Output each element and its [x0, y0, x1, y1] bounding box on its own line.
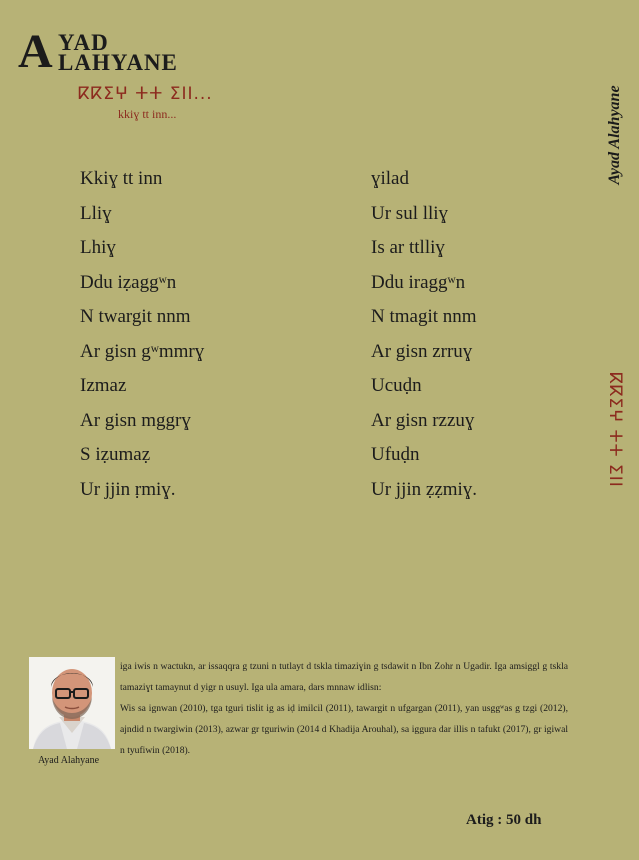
- logo-line-1: YAD: [58, 30, 109, 55]
- spine-tifinagh-title: [605, 372, 625, 488]
- bio-paragraph-2: Wis sa ignwan (2010), tga tguri tislit ig as iḍ imilcil (2011), tawargit n ufgargan (2011), yan usggʷas g tzgi (2012), ajndid n twargiwin (2013), azwar gr tguriwin (2014 d Khadija Arouhal), sa iggura dar illis n tafukt (2017), gr igiwal n tyufiwin (2018).: [120, 703, 568, 756]
- poem-line-right: Ur jjin ẓẓmiɣ.: [371, 478, 478, 500]
- poem-line-right: Ddu iraggʷn: [371, 271, 466, 293]
- brand-logo: [18, 25, 218, 78]
- spine-author: [605, 70, 625, 200]
- poem-line-right: Ar gisn rzzuɣ: [371, 409, 475, 431]
- poem-row: [0, 237, 600, 265]
- poem-row: [0, 444, 600, 472]
- poem-line-right: N tmagit nnm: [371, 306, 477, 327]
- author-portrait-icon: [29, 657, 115, 749]
- poem-line-right: Is ar ttlliɣ: [371, 237, 445, 258]
- poem-line-left: Kkiɣ tt inn: [80, 168, 163, 189]
- poem-line-left: Ar gisn mggrɣ: [80, 409, 191, 431]
- photo-caption: Ayad Alahyane: [38, 755, 100, 766]
- poem-row: [0, 306, 600, 334]
- tifinagh-subtitle: ⴽⴽⵉⵖ ⵜⵜ ⵉⵏⵏ...: [78, 84, 213, 104]
- author-photo: [29, 657, 115, 749]
- poem-line-right: Ur sul lliɣ: [371, 202, 449, 224]
- price-label: Atig : 50 dh: [466, 812, 542, 828]
- poem-line-left: Ar gisn gʷmmrɣ: [80, 340, 205, 362]
- poem-row: [0, 272, 600, 300]
- poem-line-left: Lhiɣ: [80, 237, 116, 258]
- poem-row: [0, 168, 600, 196]
- poem-line-right: ɣilad: [371, 168, 409, 189]
- poem-row: [0, 375, 600, 403]
- poem-line-left: Ddu iẓaggʷn: [80, 271, 177, 293]
- poem-line-right: Ar gisn zrruɣ: [371, 340, 473, 362]
- poem-row: [0, 341, 600, 369]
- poem-line-left: Izmaz: [80, 375, 127, 396]
- poem-row: [0, 410, 600, 438]
- poem-line-left: S iẓumaẓ: [80, 444, 151, 465]
- spine-tifinagh-text: ⴽⴽⵉⵖ ⵜⵜ ⵉⵏⵏ: [605, 372, 625, 488]
- poem-line-left: Ur jjin ṛmiɣ.: [80, 478, 176, 500]
- author-bio: [120, 656, 568, 761]
- logo-big-letter: A: [18, 25, 53, 78]
- poem-row: [0, 203, 600, 231]
- poem-row: [0, 479, 600, 507]
- poem-line-left: N twargit nnm: [80, 306, 191, 327]
- poem-line-right: Ucuḍn: [371, 375, 422, 396]
- latin-subtitle: kkiɣ tt inn...: [118, 107, 177, 121]
- poem-line-right: Ufuḍn: [371, 444, 420, 465]
- poem-line-left: Lliɣ: [80, 202, 112, 224]
- logo-line-2: LAHYANE: [58, 50, 178, 75]
- spine-author-text: Ayad Alahyane: [606, 85, 623, 185]
- bio-paragraph-1: iga iwis n wactukn, ar issaqqra g tzuni n tutlayt d tskla timaziɣin g tsdawit n Ibn Zohr n Ugadir. Iga amsiggl g tskla tamaziɣt tamaynut d yigr n usuyl. Iga ula amara, dars mnnaw idlisn:: [120, 661, 568, 693]
